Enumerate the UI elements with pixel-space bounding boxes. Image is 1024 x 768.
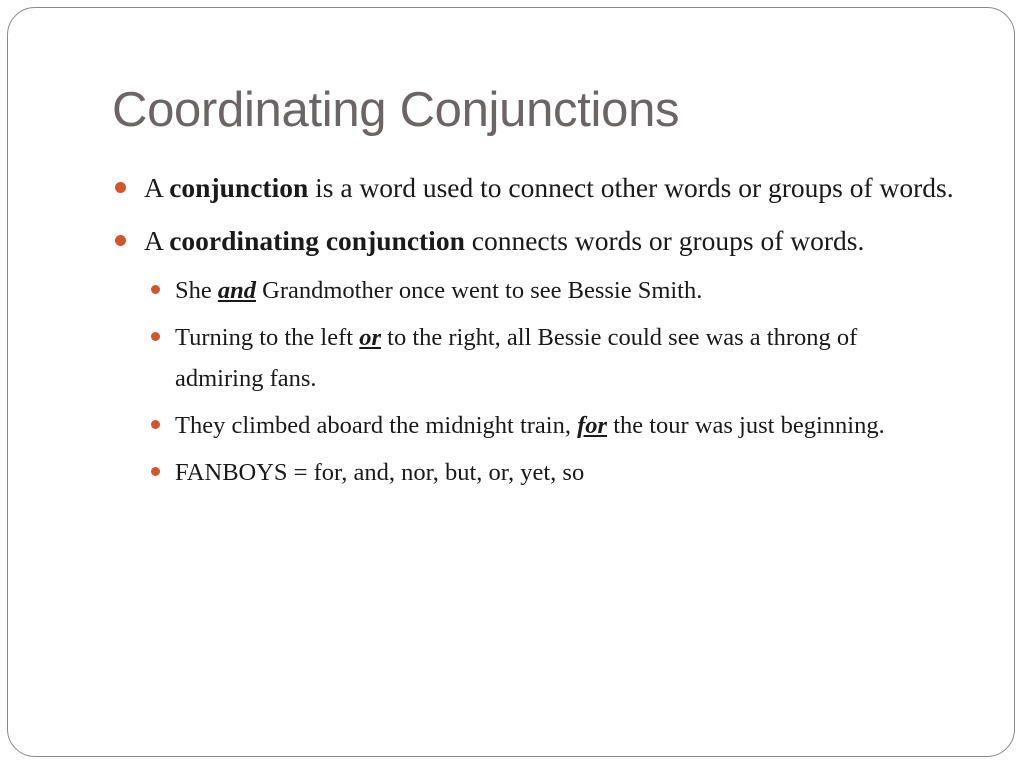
example-or: [144, 317, 935, 399]
example-conjunction: for: [577, 412, 608, 439]
sub-bullet-dot-icon: [151, 332, 160, 341]
bullet-term-bold: coordinating conjunction: [169, 225, 465, 256]
bullet-coordinating-definition: [114, 219, 954, 263]
example-text-pre: They climbed aboard the midnight train,: [175, 412, 578, 439]
bullet-conjunction-definition: [114, 166, 954, 210]
slide-content: [114, 166, 954, 499]
example-text-post: the tour was just beginning.: [607, 412, 885, 439]
example-conjunction: or: [359, 324, 382, 351]
bullet-text-post: connects words or groups of words.: [464, 225, 865, 256]
sub-bullet-dot-icon: [151, 467, 160, 476]
example-text-post: to the right, all Bessie could see was a throng of admiring fans.: [175, 324, 858, 392]
example-conjunction: and: [217, 277, 257, 304]
example-for: [144, 405, 935, 446]
bullet-text-post: is a word used to connect other words or groups of words.: [308, 172, 954, 203]
fanboys-mnemonic: [144, 452, 935, 493]
example-text-pre: Turning to the left: [175, 324, 360, 351]
bullet-text-pre: A: [144, 172, 170, 203]
example-text-pre: She: [175, 277, 218, 304]
sub-bullet-dot-icon: [151, 420, 160, 429]
bullet-dot-icon: [115, 235, 126, 246]
bullet-term-bold: conjunction: [169, 172, 309, 203]
fanboys-text: FANBOYS = for, and, nor, but, or, yet, so: [175, 459, 585, 486]
slide-title: Coordinating Conjunctions: [112, 83, 680, 137]
bullet-text-pre: A: [144, 225, 170, 256]
example-text-post: Grandmother once went to see Bessie Smith.: [256, 277, 703, 304]
bullet-dot-icon: [115, 182, 126, 193]
sub-bullet-dot-icon: [151, 285, 160, 294]
example-and: [144, 270, 935, 311]
